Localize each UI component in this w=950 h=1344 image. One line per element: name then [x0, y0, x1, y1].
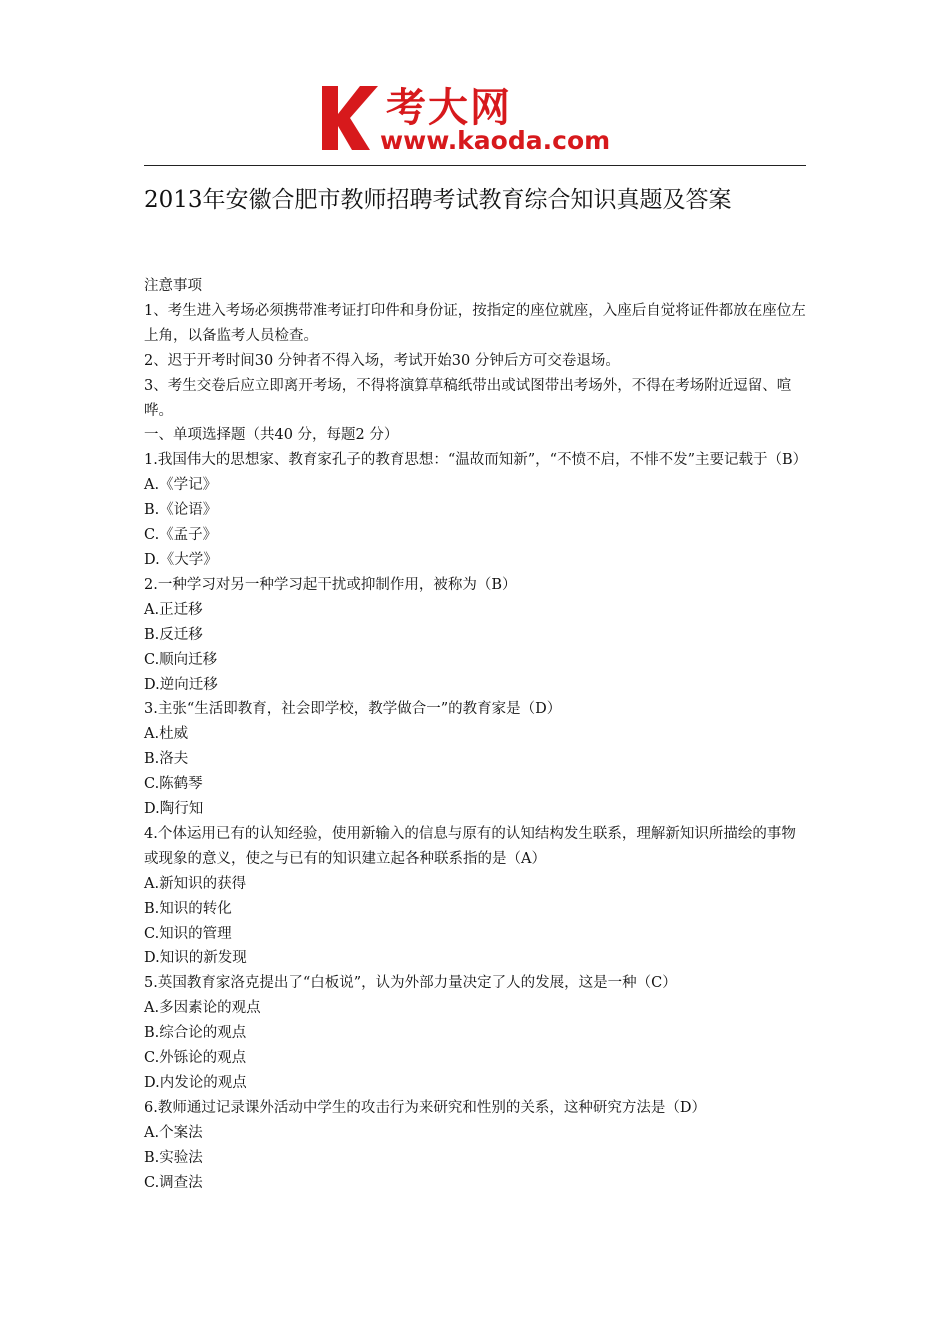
text-line: 3、考生交卷后应立即离开考场，不得将演算草稿纸带出或试图带出考场外，不得在考场附近逗留、喧哗。: [144, 377, 792, 419]
text-line: 2、迟于开考时间30 分钟者不得入场，考试开始30 分钟后方可交卷退场。: [144, 352, 620, 369]
text-line: B.洛夫: [144, 751, 189, 768]
logo-chinese-text: 考大网: [386, 85, 512, 131]
text-line: C.外铄论的观点: [144, 1050, 247, 1067]
text-line: B.知识的转化: [144, 900, 232, 917]
text-line: C.调查法: [144, 1174, 203, 1191]
text-line: 注意事项: [144, 278, 202, 294]
text-line: B.实验法: [144, 1149, 203, 1166]
document-body: [144, 274, 808, 1196]
text-line: B.反迁移: [144, 626, 203, 643]
kaoda-logo: [318, 78, 648, 158]
text-line: 6.教师通过记录课外活动中学生的攻击行为来研究和性别的关系，这种研究方法是（D）: [144, 1099, 706, 1116]
text-line: C.顺向迁移: [144, 651, 218, 668]
text-line: D.知识的新发现: [144, 950, 247, 967]
text-line: C.陈鹤琴: [144, 776, 203, 793]
logo-url-text: www.kaoda.com: [380, 126, 611, 155]
text-line: 5.英国教育家洛克提出了“白板说”，认为外部力量决定了人的发展，这是一种（C）: [144, 975, 677, 992]
text-line: 1.我国伟大的思想家、教育家孔子的教育思想：“温故而知新”，“不愤不启，不悱不发”主要记载于（B）: [144, 452, 808, 469]
document-title: 2013年安徽合肥市教师招聘考试教育综合知识真题及答案: [144, 187, 732, 213]
text-line: 3.主张“生活即教育，社会即学校，教学做合一”的教育家是（D）: [144, 701, 562, 718]
text-line: A.正迁移: [144, 601, 203, 618]
text-line: B.综合论的观点: [144, 1025, 247, 1042]
header-divider: [144, 165, 806, 166]
text-line: B.《论语》: [144, 502, 218, 519]
text-line: A.个案法: [144, 1124, 203, 1141]
text-line: A.多因素论的观点: [144, 1000, 261, 1017]
text-line: A.《学记》: [144, 477, 218, 494]
text-line: C.知识的管理: [144, 925, 232, 942]
text-line: D.《大学》: [144, 551, 218, 568]
text-line: 4.个体运用已有的认知经验，使用新输入的信息与原有的认知结构发生联系，理解新知识所描绘的事物或现象的意义，使之与已有的知识建立起各种联系指的是（A）: [144, 825, 796, 867]
text-line: D.内发论的观点: [144, 1075, 247, 1091]
text-line: 一、单项选择题（共40 分，每题2 分）: [144, 427, 399, 444]
text-line: 1、考生进入考场必须携带准考证打印件和身份证，按指定的座位就座，入座后自觉将证件都放在座位左上角，以备监考人员检查。: [144, 302, 806, 344]
text-line: 2.一种学习对另一种学习起干扰或抑制作用，被称为（B）: [144, 576, 517, 593]
k-logo-icon: [318, 78, 384, 158]
text-line: D.陶行知: [144, 801, 204, 818]
text-line: D.逆向迁移: [144, 676, 218, 693]
text-line: C.《孟子》: [144, 527, 218, 544]
text-line: A.杜威: [144, 726, 189, 743]
text-line: A.新知识的获得: [144, 875, 247, 892]
